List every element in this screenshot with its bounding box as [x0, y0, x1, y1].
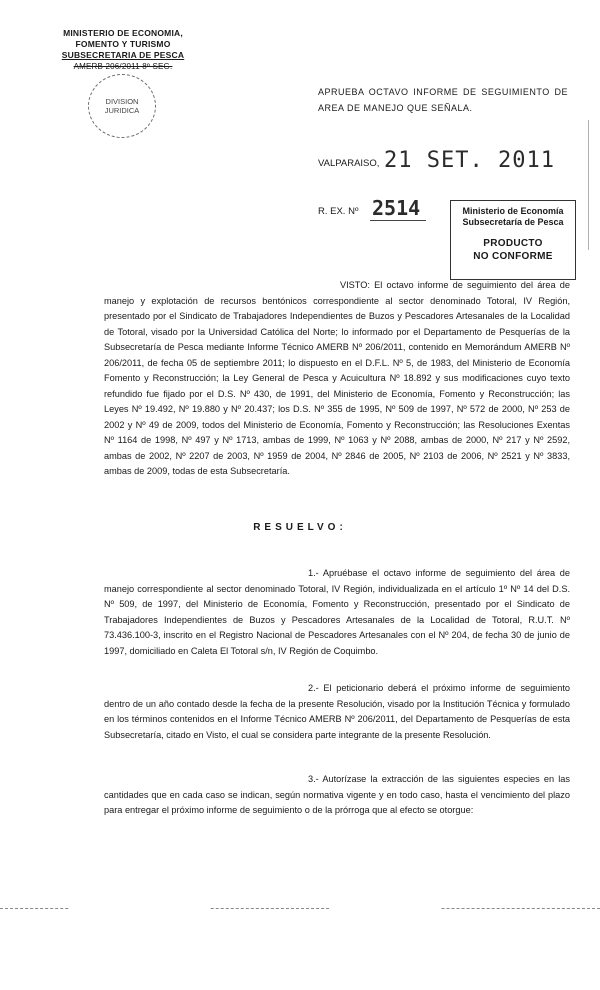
place-label: VALPARAISO, — [318, 158, 380, 169]
document-subject: APRUEBA OCTAVO INFORME DE SEGUIMIENTO DE AREA DE MANEJO QUE SEÑALA. — [318, 87, 568, 113]
article-2-text: 2.- El peticionario deberá el próximo informe de seguimiento dentro de un año contado desde la fecha de la presente Resolución, visado por la Institución Técnica y formulado en los términos contenidos en el Informe Técnico AMERB Nº 206/2011, del Departamento de Pesquerías de esta Subsecretaría, citado en Visto, el cual se considera parte integrante de la presente Resolución. — [104, 683, 570, 740]
stamp-institution-line-1: Ministerio de Economía — [462, 206, 564, 216]
resuelvo-heading: RESUELVO: — [253, 522, 347, 533]
resolution-article-1 — [104, 566, 570, 659]
org-line-ministry-2: FOMENTO Y TURISMO — [75, 39, 171, 49]
rule-gap-1 — [70, 904, 210, 912]
org-line-ministry: MINISTERIO DE ECONOMIA, — [63, 28, 183, 38]
org-line-undersecretariat: SUBSECRETARIA DE PESCA — [61, 50, 185, 60]
article-3-text: 3.- Autorízase la extracción de las siguientes especies en las cantidades que en cada caso se indican, según normativa vigente y en todo caso, hasta el vencimiento del plazo para entregar el próximo informe de seguimiento o de la prórroga que al efecto se otorgue: — [104, 774, 570, 815]
visto-label: VISTO: — [340, 280, 370, 290]
resolution-label: R. EX. Nº — [318, 206, 359, 217]
seal-line-2: JURIDICA — [104, 106, 140, 115]
stamp-institution — [451, 206, 575, 228]
stamp-status-line-1: PRODUCTO — [483, 238, 543, 249]
resolution-number: 2514 — [370, 196, 426, 221]
scan-artifact-line — [588, 120, 589, 250]
article-1-text: 1.- Apruébase el octavo informe de seguimiento del área de manejo correspondiente al sector denominado Totoral, IV Región, individualizada en el artículo 1º Nº 14 del D.S. Nº 509, de 1997, del Ministerio de Economía, Fomento y Reconstrucción, presentado por el Sindicato de Trabajadores Independientes de Buzos y Pescadores Artesanales de la Localidad de Totoral, R.U.T. Nº 73.436.100-3, inscrito en el Registro Nacional de Pescadores Artesanales con el Nº 204, de fecha 30 de junio de 1997, domiciliado en Caleta El Totoral s/n, IV Región de Coquimbo. — [104, 568, 570, 656]
file-reference: AMERB 206/2011 8º SEG. — [73, 62, 173, 71]
stamp-institution-line-2: Subsecretaría de Pesca — [462, 217, 564, 227]
stamp-status-line-2: NO CONFORME — [473, 251, 553, 262]
nonconforming-product-stamp — [450, 200, 576, 280]
stamp-status — [451, 237, 575, 263]
issuing-organization — [28, 28, 218, 72]
resolution-article-2 — [104, 681, 570, 743]
legal-division-seal — [88, 74, 156, 138]
visto-paragraph — [104, 278, 570, 480]
seal-line-1: DIVISION — [105, 97, 139, 106]
stamped-date: 21 SET. 2011 — [384, 148, 555, 173]
rule-gap-2 — [330, 904, 440, 912]
resolution-article-3 — [104, 772, 570, 819]
visto-text: El octavo informe de seguimiento del área de manejo y explotación de recursos bentónicos correspondiente al sector denominado Totoral, IV Región, presentado por el Sindicato de Trabajadores Independientes de Buzos y Pescadores Artesanales de la Localidad de Totoral, visado por la Universidad Católica del Norte; lo informado por el Departamento de Pesquerías de la Subsecretaría de Pesca mediante Informe Técnico AMERB Nº 206/2011, contenido en Memorándum AMERB Nº 206/2011, de fecha 05 de septiembre 2011; lo dispuesto en el D.F.L. Nº 5, de 1983, del Ministerio de Economía Fomento y Reconstrucción; la Ley General de Pesca y Acuicultura Nº 18.892 y sus modificaciones cuyo texto refundido fue fijado por el D.S. Nº 430, de 1991, del Ministerio de Economía, Fomento y Reconstrucción; las Leyes Nº 19.492, Nº 19.880 y Nº 20.437; los D.S. Nº 355 de 1995, Nº 509 de 1997, Nº 572 de 2000, Nº 253 de 2002 y Nº 49 de 2009, todos del Ministerio de Economía, Fomento y Reconstrucción; las Resoluciones Exentas Nº 1164 de 1998, Nº 497 y Nº 1713, ambas de 1999, Nº 1063 y Nº 2088, ambas de 2000, Nº 217 y Nº 2592, ambas de 2002, Nº 2207 de 2003, Nº 1959 de 2004, Nº 2846 de 2005, Nº 2103 de 2006, Nº 2521 y Nº 3833, ambas de 2009, todas de esta Subsecretaría. — [104, 280, 570, 476]
